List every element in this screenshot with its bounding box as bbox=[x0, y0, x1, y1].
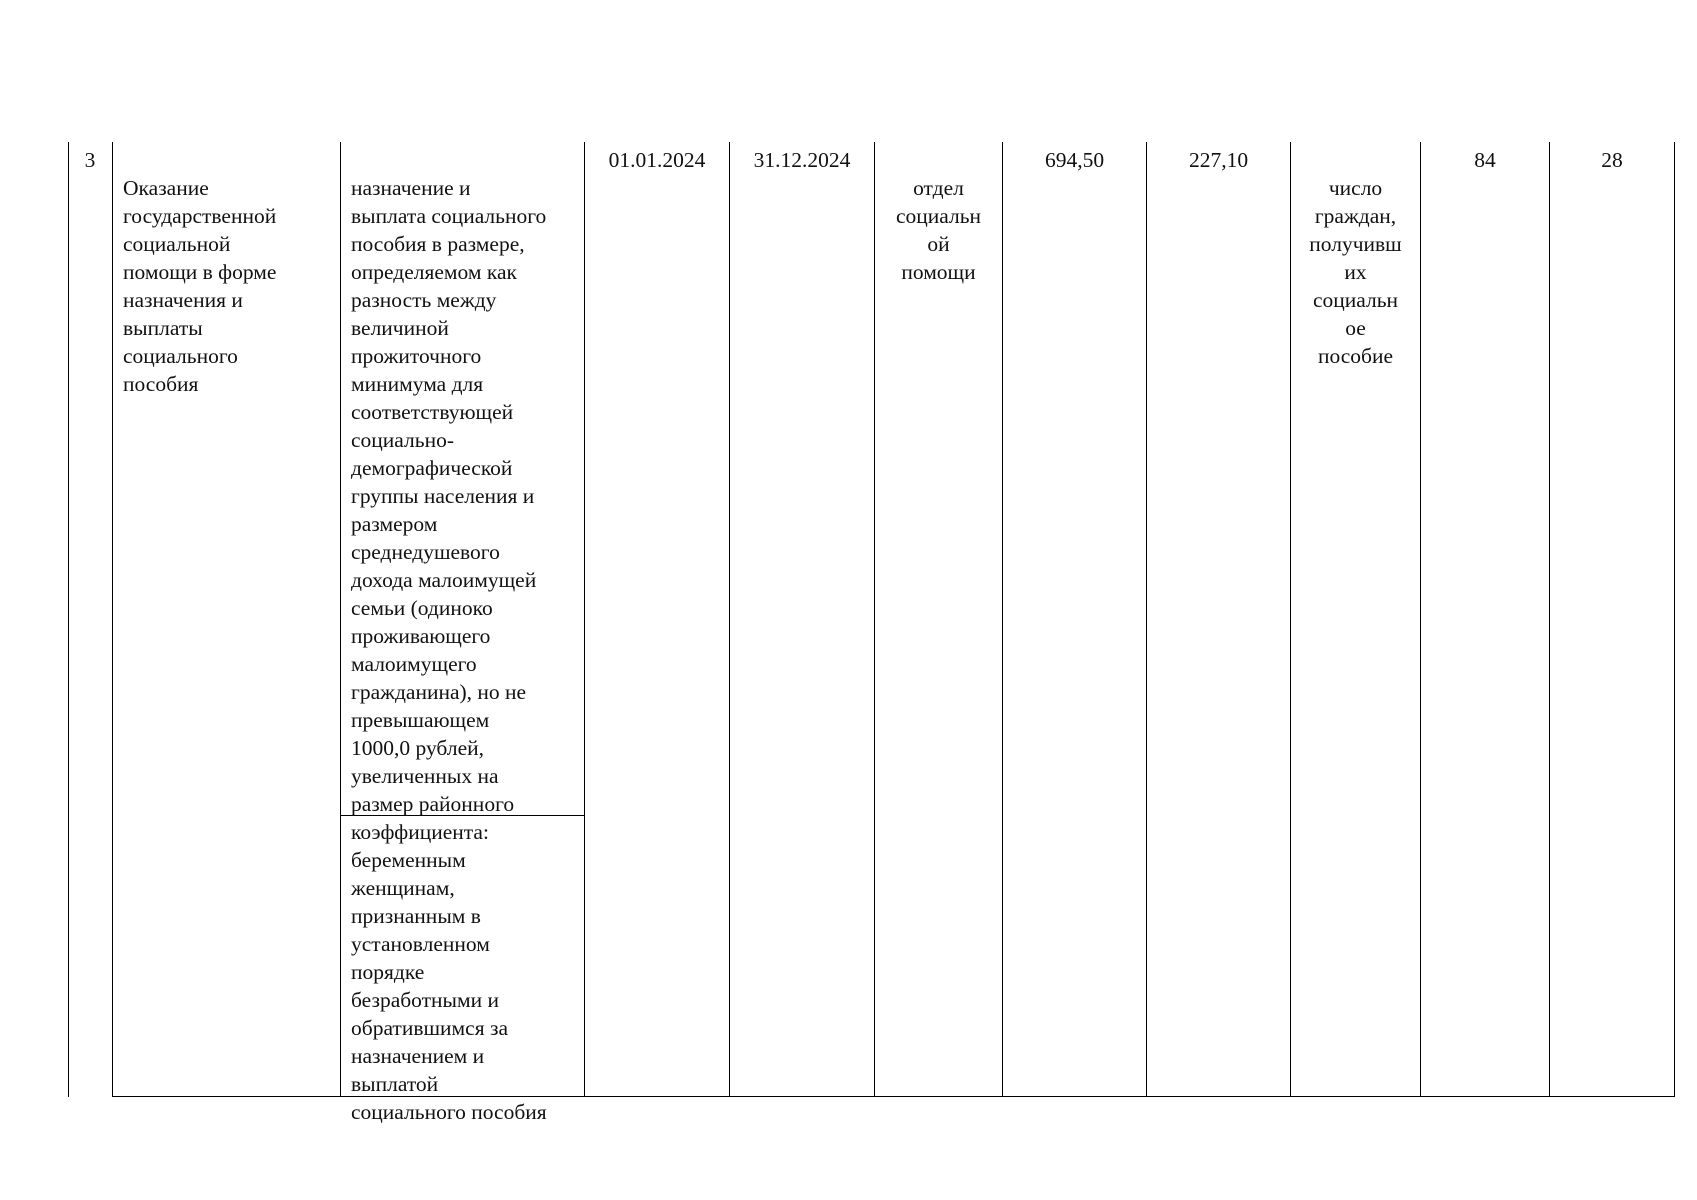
event-name-cell bbox=[123, 142, 338, 398]
indicator-name-cell bbox=[1291, 142, 1420, 370]
table-border-right bbox=[1674, 142, 1675, 1097]
row-number-cell bbox=[68, 142, 112, 174]
description-main: назначение и выплата социального пособия в размере, определяемом как разность между величиной прожиточного минимума для соответствующей социально- демографической группы населения и размером среднедушевого дохода малоимущей семьи (одиноко проживающего малоимущего гражданина), но не превышающем 1000,0 рублей, увеличенных на размер районного коэффициента: bbox=[351, 176, 547, 844]
amount-2-cell bbox=[1147, 142, 1290, 174]
indicator-value-1-cell bbox=[1421, 142, 1549, 174]
indicator-value-2: 28 bbox=[1601, 148, 1623, 172]
description-sub-cell bbox=[351, 814, 583, 1126]
executor-cell bbox=[875, 142, 1002, 286]
social-assistance-table bbox=[68, 142, 1675, 1124]
table-column-divider bbox=[729, 142, 730, 1097]
start-date: 01.01.2024 bbox=[608, 148, 706, 172]
description-main-cell bbox=[351, 142, 583, 846]
table-column-divider bbox=[112, 142, 113, 1097]
table-column-divider bbox=[1549, 142, 1550, 1097]
indicator-name: число граждан, получивш их социальн ое пособие bbox=[1309, 176, 1402, 368]
end-date-cell bbox=[730, 142, 874, 174]
table-column-divider bbox=[1002, 142, 1003, 1097]
event-name: Оказание государственной социальной помощи в форме назначения и выплаты социального пособия bbox=[123, 176, 277, 396]
indicator-value-2-cell bbox=[1550, 142, 1674, 174]
end-date: 31.12.2024 bbox=[753, 148, 851, 172]
table-border-bottom bbox=[112, 1096, 1675, 1097]
amount-1: 694,50 bbox=[1044, 148, 1105, 172]
table-column-divider bbox=[340, 142, 341, 1097]
start-date-cell bbox=[585, 142, 729, 174]
description-sub: беременным женщинам, признанным в установленном порядке безработными и обратившимся за назначением и выплатой социального пособия bbox=[351, 848, 547, 1124]
table-column-divider bbox=[584, 142, 585, 1097]
table-column-divider bbox=[1146, 142, 1147, 1097]
table-column-divider bbox=[1420, 142, 1421, 1097]
table-border-left bbox=[68, 142, 69, 1097]
executor: отдел социальн ой помощи bbox=[895, 176, 982, 284]
amount-2: 227,10 bbox=[1188, 148, 1249, 172]
row-number: 3 bbox=[84, 148, 96, 172]
amount-1-cell bbox=[1003, 142, 1146, 174]
indicator-value-1: 84 bbox=[1474, 148, 1496, 172]
